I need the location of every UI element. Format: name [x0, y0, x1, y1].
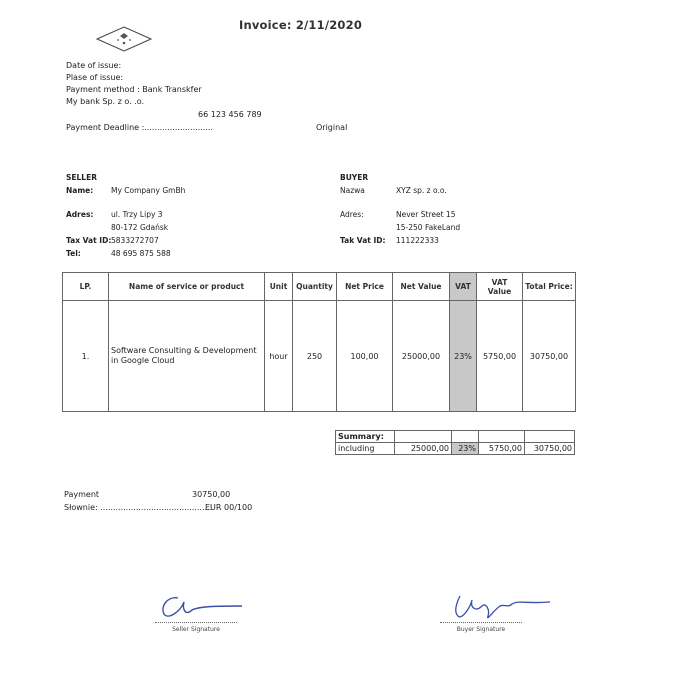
buyer-tax-id: 111222333: [396, 236, 439, 245]
header-total-price: Total Price:: [523, 273, 576, 301]
bank-name: My bank Sp. z o. .o.: [66, 97, 145, 106]
cell-unit: hour: [265, 301, 293, 412]
buyer-address-line1: Never Street 15: [396, 210, 456, 219]
header-lp: LP.: [63, 273, 109, 301]
summary-vat: 23%: [452, 443, 479, 455]
cell-net-value: 25000,00: [393, 301, 450, 412]
buyer-name: XYZ sp. z o.o.: [396, 186, 447, 195]
summary-heading-row: [336, 431, 575, 443]
cell-name: Software Consulting & Development in Google Cloud: [109, 301, 265, 412]
buyer-signature-label: Buyer Signature: [456, 626, 506, 633]
seller-tax-label: Tax Vat ID:: [66, 236, 112, 245]
summary-row: [336, 443, 575, 455]
header-vat: VAT: [450, 273, 477, 301]
header-quantity: Quantity: [293, 273, 337, 301]
amount-in-words: EUR 00/100: [205, 503, 253, 512]
buyer-tax-label: Tak Vat ID:: [340, 236, 386, 245]
seller-heading: SELLER: [66, 173, 97, 182]
items-table: [62, 272, 576, 412]
header-unit: Unit: [265, 273, 293, 301]
buyer-signature-icon: [442, 590, 552, 624]
payment-label: Payment: [64, 490, 100, 499]
summary-net-value: 25000,00: [395, 443, 452, 455]
amount-in-words-label: Słownie: ............................................: [64, 503, 213, 512]
seller-signature-label: Seller Signature: [172, 626, 220, 633]
buyer-address-line2: 15-250 FakeLand: [396, 223, 461, 232]
summary-total: 30750,00: [525, 443, 575, 455]
header-vat-value: VAT Value: [477, 273, 523, 301]
cell-lp: 1.: [63, 301, 109, 412]
cell-vat: 23%: [450, 301, 477, 412]
seller-signature-icon: [150, 592, 245, 624]
seller-tel-label: Tel:: [66, 249, 81, 258]
seller-tel: 48 695 875 588: [111, 249, 171, 258]
seller-address-line2: 80-172 Gdańsk: [111, 223, 169, 232]
buyer-signature-line: [440, 622, 522, 623]
buyer-address-label: Adres:: [340, 210, 364, 219]
seller-address-label: Adres:: [66, 210, 94, 219]
summary-heading: Summary:: [336, 431, 395, 443]
payment-deadline: Payment Deadline :...........................: [66, 123, 213, 132]
table-row: [63, 301, 576, 412]
summary-label: including: [336, 443, 395, 455]
buyer-heading: BUYER: [340, 173, 369, 182]
bank-account: 66 123 456 789: [198, 110, 262, 119]
payment-amount: 30750,00: [192, 490, 231, 499]
header-name: Name of service or product: [109, 273, 265, 301]
buyer-name-label: Nazwa: [340, 186, 365, 195]
seller-name-label: Name:: [66, 186, 94, 195]
seller-tax-id: 5833272707: [111, 236, 159, 245]
payment-method: Payment method : Bank Transkfer: [66, 85, 202, 94]
seller-name: My Company GmBh: [111, 186, 186, 195]
seller-address-line1: ul. Trzy Lipy 3: [111, 210, 163, 219]
place-of-issue: Plase of issue:: [66, 73, 124, 82]
company-logo-icon: [96, 26, 152, 52]
header-net-value: Net Value: [393, 273, 450, 301]
table-header-row: [63, 273, 576, 301]
date-of-issue: Date of issue:: [66, 61, 122, 70]
seller-signature-line: [155, 622, 237, 623]
cell-total: 30750,00: [523, 301, 576, 412]
cell-net-price: 100,00: [337, 301, 393, 412]
cell-quantity: 250: [293, 301, 337, 412]
cell-vat-value: 5750,00: [477, 301, 523, 412]
header-net-price: Net Price: [337, 273, 393, 301]
original-label: Original: [316, 123, 348, 132]
summary-table: [335, 430, 575, 455]
invoice-title: Invoice: 2/11/2020: [239, 18, 363, 32]
summary-vat-value: 5750,00: [479, 443, 525, 455]
